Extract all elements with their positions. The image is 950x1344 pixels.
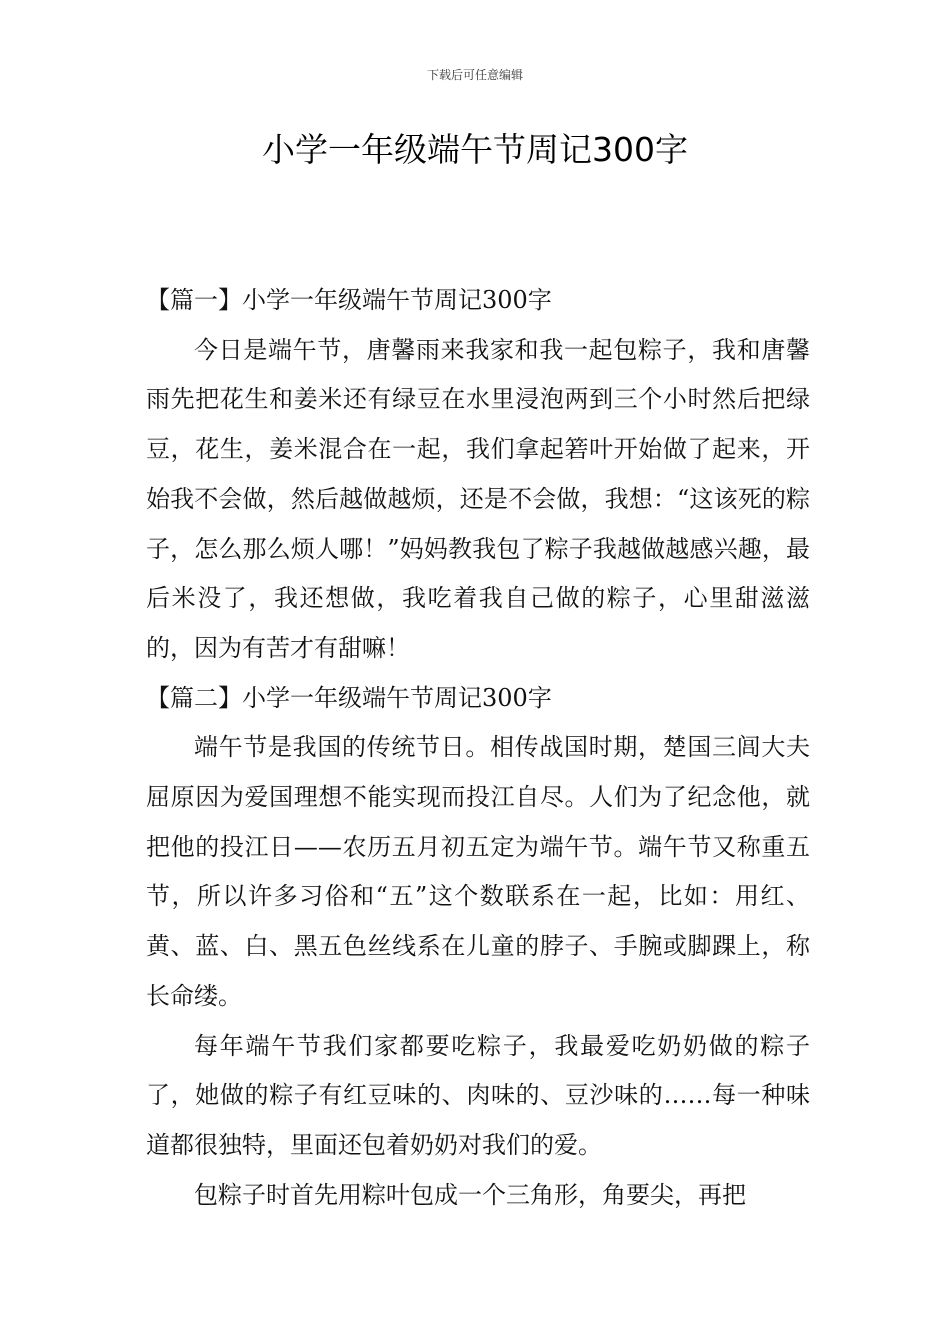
document-body (146, 276, 810, 1220)
paragraph-2-2: 每年端午节我们家都要吃粽子，我最爱吃奶奶做的粽子了，她做的粽子有红豆味的、肉味的、豆沙味的……每一种味道都很独特，里面还包着奶奶对我们的爱。 (146, 1031, 810, 1159)
paragraph-1-1: 今日是端午节，唐馨雨来我家和我一起包粽子，我和唐馨雨先把花生和姜米还有绿豆在水里浸泡两到三个小时然后把绿豆，花生，姜米混合在一起，我们拿起箬叶开始做了起来，开始我不会做，然后越做越烦，还是不会做，我想：“这该死的粽子，怎么那么烦人哪！”妈妈教我包了粽子我越做越感兴趣，最后米没了，我还想做，我吃着我自己做的粽子，心里甜滋滋的，因为有苦才有甜嘛！ (146, 335, 810, 662)
page-title: 小学一年级端午节周记300字 (262, 130, 688, 169)
paragraph-2-3: 包粽子时首先用粽叶包成一个三角形，角要尖，再把 (194, 1180, 746, 1209)
paragraph-2-1: 端午节是我国的传统节日。相传战国时期，楚国三闾大夫屈原因为爱国理想不能实现而投江自尽。人们为了纪念他，就把他的投江日——农历五月初五定为端午节。端午节又称重五节，所以许多习俗和“五”这个数联系在一起，比如：用红、黄、蓝、白、黑五色丝线系在儿童的脖子、手腕或脚踝上，称长命缕。 (146, 733, 810, 1010)
section-heading-2: 【篇二】小学一年级端午节周记300字 (146, 683, 552, 712)
header-note: 下载后可任意编辑 (426, 68, 523, 82)
section-heading-1: 【篇一】小学一年级端午节周记300字 (146, 286, 552, 314)
